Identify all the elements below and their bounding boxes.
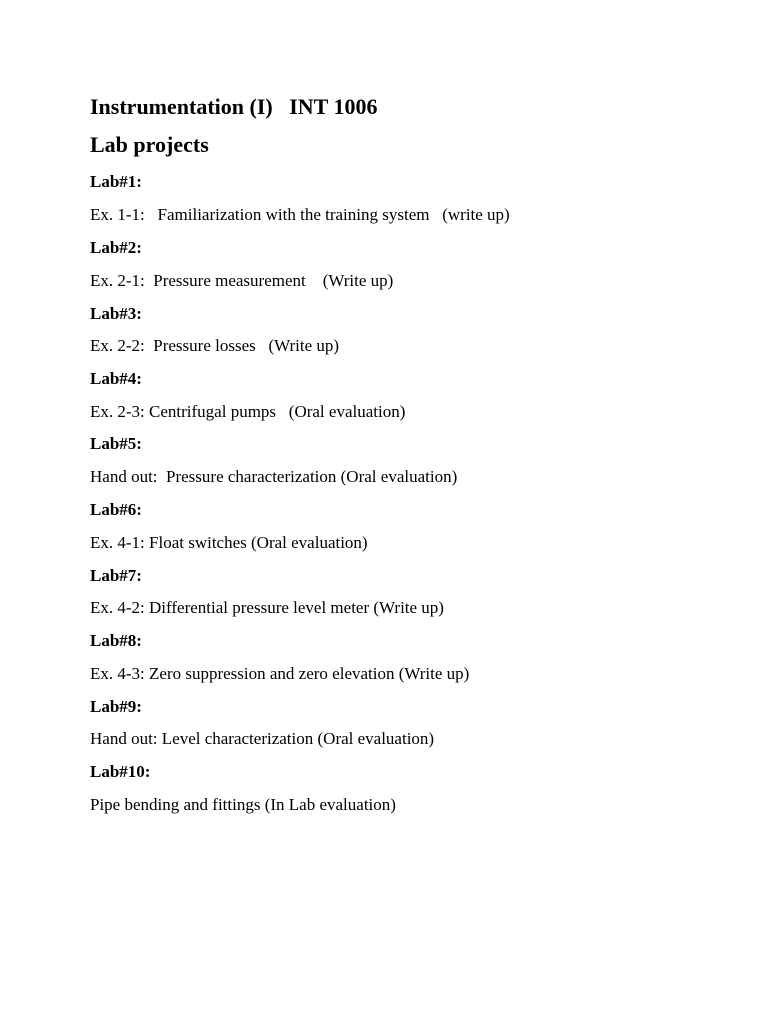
lab-heading: Lab#5: [90, 434, 142, 453]
lab-heading: Lab#3: [90, 304, 142, 323]
lab-heading: Lab#6: [90, 500, 142, 519]
lab-heading: Lab#1: [90, 172, 142, 191]
page-subtitle: Lab projects [90, 132, 209, 157]
lab-heading: Lab#9: [90, 697, 142, 716]
lab-description: Ex. 1-1: Familiarization with the training system (write up) [90, 205, 510, 224]
lab-heading: Lab#7: [90, 566, 142, 585]
lab-description: Ex. 4-2: Differential pressure level meter (Write up) [90, 598, 444, 617]
lab-heading: Lab#2: [90, 238, 142, 257]
lab-description: Ex. 2-1: Pressure measurement (Write up) [90, 271, 394, 290]
lab-description: Ex. 2-3: Centrifugal pumps (Oral evaluation) [90, 402, 406, 421]
lab-description: Ex. 4-1: Float switches (Oral evaluation) [90, 533, 368, 552]
lab-description: Ex. 2-2: Pressure losses (Write up) [90, 336, 340, 355]
lab-description: Ex. 4-3: Zero suppression and zero elevation (Write up) [90, 664, 470, 683]
lab-heading: Lab#8: [90, 631, 142, 650]
course-title: Instrumentation (I) INT 1006 [90, 94, 378, 119]
lab-heading: Lab#10: [90, 762, 151, 781]
lab-description: Pipe bending and fittings (In Lab evaluation) [90, 795, 396, 814]
lab-description: Hand out: Pressure characterization (Oral evaluation) [90, 467, 458, 486]
lab-heading: Lab#4: [90, 369, 142, 388]
lab-description: Hand out: Level characterization (Oral evaluation) [90, 729, 435, 748]
